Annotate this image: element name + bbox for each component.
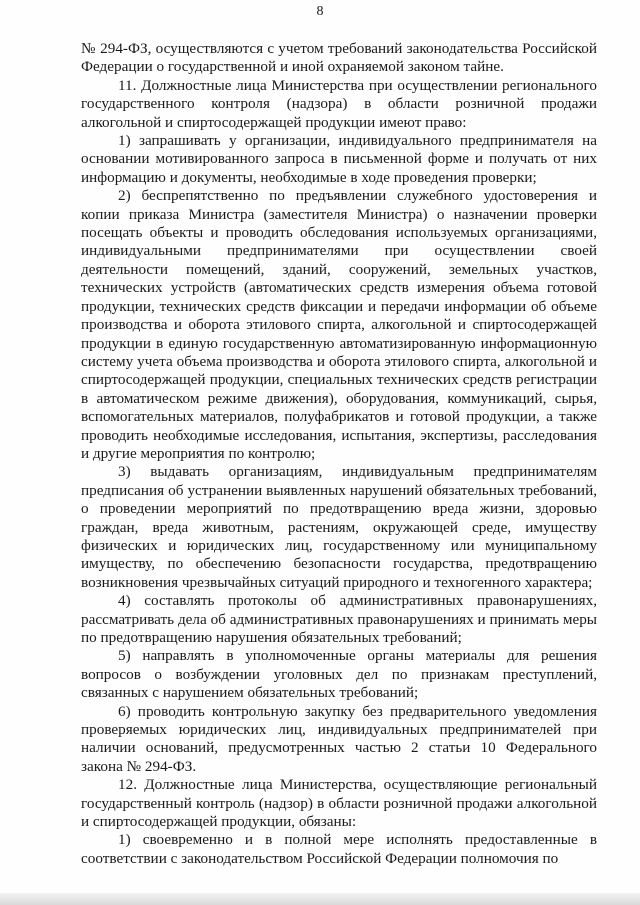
paragraph-clause-11-item-6: 6) проводить контрольную закупку без предварительного уведомления проверяемых юридических лиц, индивидуальных предпринимателей при наличии оснований, предусмотренных частью 2 статьи 10 Федерального закона № 294-ФЗ. (81, 702, 597, 775)
paragraph-clause-12: 12. Должностные лица Министерства, осуществляющие региональный государственный контроль (надзор) в области розничной продажи алкогольной и спиртосодержащей продукции, обязаны: (81, 776, 597, 831)
paragraph-continuation: № 294-ФЗ, осуществляются с учетом требований законодательства Российской Федерации о государственной и иной охраняемой законом тайне. (81, 40, 597, 76)
paragraph-clause-11-item-5: 5) направлять в уполномоченные органы материалы для решения вопросов о возбуждении уголовных дел по признакам преступлений, связанных с нарушением обязательных требований; (81, 647, 597, 702)
page-number: 8 (316, 4, 324, 19)
paragraph-clause-11: 11. Должностные лица Министерства при осуществлении регионального государственного контроля (надзора) в области розничной продажи алкогольной и спиртосодержащей продукции имеют право: (81, 76, 597, 131)
page-bottom-edge (0, 893, 640, 905)
paragraph-clause-12-item-1: 1) своевременно и в полной мере исполнять предоставленные в соответствии с законодательством Российской Федерации полномочия по (81, 831, 597, 867)
document-body (81, 40, 597, 868)
paragraph-clause-11-item-2: 2) беспрепятственно по предъявлении служебного удостоверения и копии приказа Министра (заместителя Министра) о назначении проверки посещать объекты и проводить обследования используемых организациями, индивидуальными предпринимателями при осуществлении своей деятельности помещений, зданий, сооружений, земельных участков, технических устройств (автоматических средств измерения объема готовой продукции, технических средств фиксации и передачи информации об объеме производства и оборота этилового спирта, алкогольной и спиртосодержащей продукции в единую государственную автоматизированную информационную систему учета объема производства и оборота этилового спирта, алкогольной и спиртосодержащей продукции, специальных технических средств регистрации в автоматическом режиме движения), оборудования, коммуникаций, сырья, вспомогательных материалов, полуфабрикатов и готовой продукции, а также проводить необходимые исследования, испытания, экспертизы, расследования и другие мероприятия по контролю; (81, 187, 597, 462)
paragraph-clause-11-item-3: 3) выдавать организациям, индивидуальным предпринимателям предписания об устранении выявленных нарушений обязательных требований, о проведении мероприятий по предотвращению вреда жизни, здоровью граждан, вреда животным, растениям, окружающей среде, имуществу физических и юридических лиц, государственному или муниципальному имуществу, по обеспечению безопасности государства, предотвращению возникновения чрезвычайных ситуаций природного и техногенного характера; (81, 463, 597, 591)
paragraph-clause-11-item-4: 4) составлять протоколы об административных правонарушениях, рассматривать дела об административных правонарушениях и принимать меры по предотвращению нарушения обязательных требований; (81, 592, 597, 646)
paragraph-clause-11-item-1: 1) запрашивать у организации, индивидуального предпринимателя на основании мотивированного запроса в письменной форме и получать от них информацию и документы, необходимые в ходе проведения проверки; (81, 132, 597, 186)
